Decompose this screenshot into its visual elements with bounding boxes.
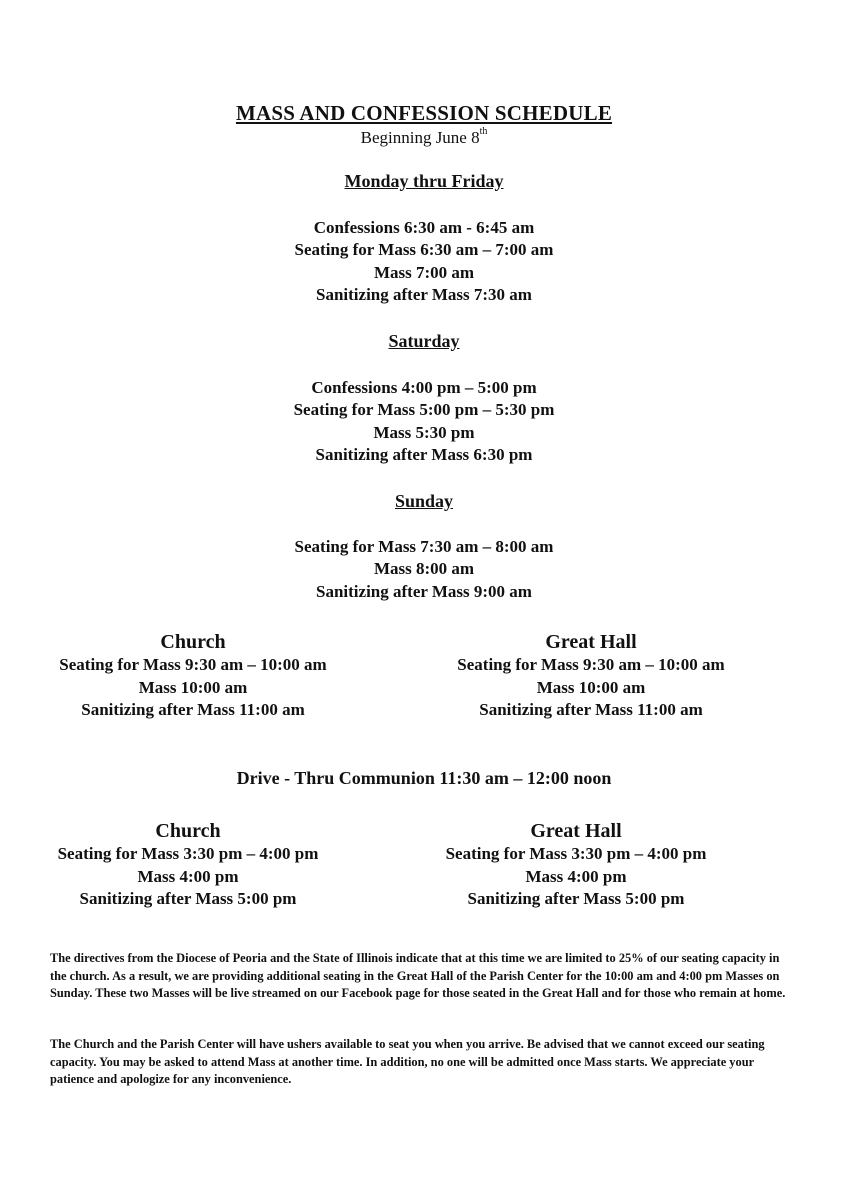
afternoon-church-mass: Mass 4:00 pm [137,866,239,886]
page-subtitle [0,128,848,148]
sunday-heading: Sunday [394,491,454,511]
sunday-schedule [0,536,848,603]
morning-church-heading: Church [160,631,226,653]
morning-great-hall-column [446,630,736,722]
afternoon-great-hall-column [436,819,716,911]
weekday-seating: Seating for Mass 6:30 am – 7:00 am [294,240,554,260]
saturday-seating: Seating for Mass 5:00 pm – 5:30 pm [293,400,555,420]
saturday-schedule [0,377,848,466]
weekday-heading: Monday thru Friday [344,171,504,191]
afternoon-great-hall-heading: Great Hall [530,820,622,842]
afternoon-great-hall-seating: Seating for Mass 3:30 pm – 4:00 pm [445,844,707,863]
capacity-notice-paragraph: The directives from the Diocese of Peoria and the State of Illinois indicate that at this time we are limited to 25% of our seating capacity in the church. As a result, we are providing additional seating in the Great Hall of the Parish Center for the 10:00 am and 4:00 pm Masses on Sunday. These two Masses will be live streamed on our Facebook page for those seated in the Great Hall and for those who remain at home. [50,951,786,1000]
morning-church-seating: Seating for Mass 9:30 am – 10:00 am [59,655,327,674]
subtitle-text: Beginning June 8 [360,128,480,147]
subtitle-ordinal-suffix: th [479,126,488,137]
drive-thru-communion: Drive - Thru Communion 11:30 am – 12:00 noon [236,768,612,788]
afternoon-church-heading: Church [155,820,221,842]
saturday-confessions: Confessions 4:00 pm – 5:00 pm [311,378,537,397]
weekday-confessions: Confessions 6:30 am - 6:45 am [313,218,535,237]
afternoon-church-column [48,819,328,911]
weekday-mass: Mass 7:00 am [373,262,475,282]
afternoon-church-seating: Seating for Mass 3:30 pm – 4:00 pm [57,844,319,863]
saturday-mass: Mass 5:30 pm [373,422,475,442]
saturday-sanitizing: Sanitizing after Mass 6:30 pm [315,444,533,464]
morning-church-column [48,630,338,722]
afternoon-great-hall-lines [436,843,716,911]
saturday-heading: Saturday [388,331,460,351]
ushers-notice-paragraph: The Church and the Parish Center will have ushers available to seat you when you arrive. Be advised that we cannot exceed our seating capacity. You may be asked to attend Mass at another time. In addition, no one will be admitted once Mass starts. We appreciate your patience and apologize for any inconvenience. [50,1037,765,1086]
morning-church-lines [48,654,338,722]
weekday-sanitizing: Sanitizing after Mass 7:30 am [316,284,532,304]
sunday-mass: Mass 8:00 am [373,559,475,579]
sunday-seating: Seating for Mass 7:30 am – 8:00 am [294,537,554,556]
morning-great-hall-heading: Great Hall [545,631,637,653]
afternoon-church-sanitizing: Sanitizing after Mass 5:00 pm [79,889,297,908]
page-title: MASS AND CONFESSION SCHEDULE [235,101,613,125]
morning-great-hall-seating: Seating for Mass 9:30 am – 10:00 am [457,655,725,674]
afternoon-great-hall-mass: Mass 4:00 pm [525,866,627,886]
afternoon-church-lines [48,843,328,911]
morning-great-hall-mass: Mass 10:00 am [536,677,646,697]
afternoon-great-hall-sanitizing: Sanitizing after Mass 5:00 pm [467,889,685,908]
morning-church-sanitizing: Sanitizing after Mass 11:00 am [81,700,305,719]
morning-great-hall-lines [446,654,736,722]
sunday-sanitizing: Sanitizing after Mass 9:00 am [316,581,532,601]
morning-church-mass: Mass 10:00 am [138,677,248,697]
morning-great-hall-sanitizing: Sanitizing after Mass 11:00 am [479,700,703,719]
weekday-schedule [0,217,848,306]
